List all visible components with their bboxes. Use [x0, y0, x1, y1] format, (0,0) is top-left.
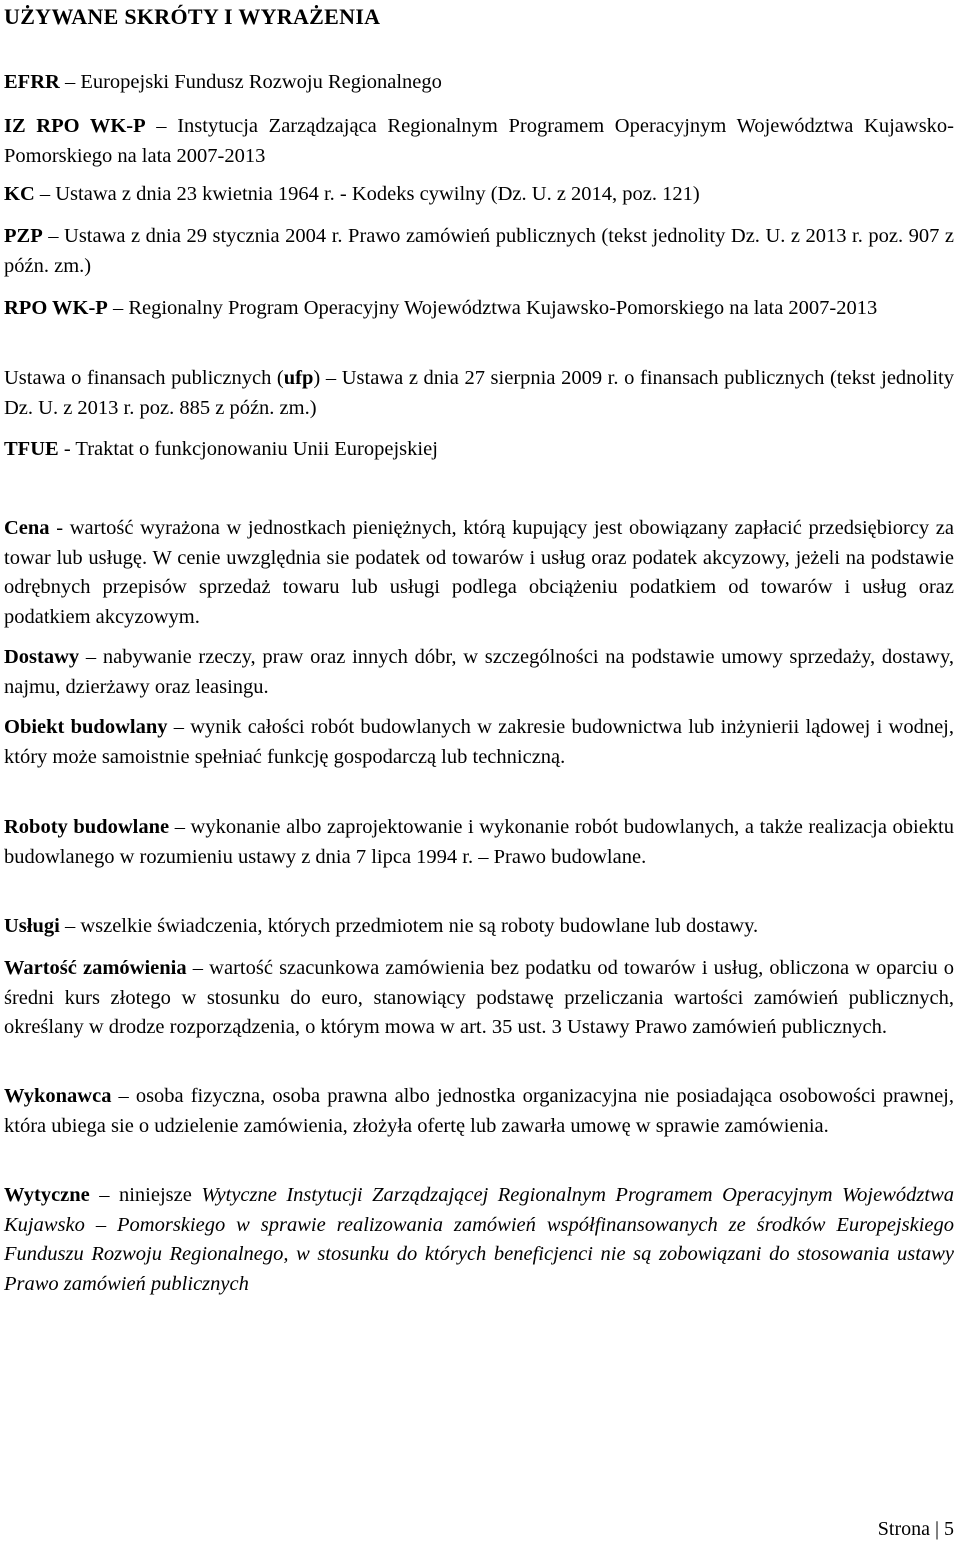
term: Usługi: [4, 915, 60, 937]
definition-text: Ustawa z dnia 23 kwietnia 1964 r. - Kodeks cywilny (Dz. U. z 2014, poz. 121): [55, 183, 700, 205]
sep: -: [49, 517, 70, 539]
sep: –: [59, 915, 81, 937]
term: RPO WK-P: [4, 297, 108, 319]
term: Wykonawca: [4, 1085, 112, 1107]
definition-text: wartość szacunkowa zamówienia bez podatku od towarów i usług, obliczona w oparciu o średni kurs złotego w stosunku do euro, stanowiący podstawę przeliczania wartości zamówień publicznych, określany w drodze rozporządzenia, o którym mowa w art. 35 ust. 3 Ustawy Prawo zamówień publicznych.: [4, 957, 954, 1038]
sep: –: [79, 646, 103, 668]
def-cena: [4, 514, 954, 632]
definition-text: Ustawa z dnia 27 sierpnia 2009 r. o finansach publicznych (tekst jednolity Dz. U. z 2013 r. poz. 885 z późn. zm.): [4, 367, 954, 419]
sep: –: [111, 1085, 136, 1107]
page-footer: [878, 1518, 954, 1541]
term: EFRR: [4, 71, 60, 93]
definition-italic-text: Wytyczne Instytucji Zarządzającej Regionalnym Programem Operacyjnym Województwa Kujawsko – Pomorskiego w sprawie realizowania zamówień współfinansowanych ze środków Europejskiego Funduszu Rozwoju Regionalnego, w stosunku do których beneficjenci nie są zobowiązani do stosowania ustawy Prawo zamówień publicznych: [4, 1184, 954, 1295]
sep: -: [58, 438, 76, 460]
def-wytyczne: [4, 1181, 954, 1299]
abbr-pzp: [4, 222, 954, 281]
term: Wytyczne: [4, 1184, 90, 1206]
sep: –: [107, 297, 129, 319]
sep: –: [167, 716, 191, 738]
sep: –: [89, 1184, 119, 1206]
abbr-ufp: [4, 364, 954, 423]
definition-text: osoba fizyczna, osoba prawna albo jednostka organizacyjna nie posiadająca osobowości prawnej, która ubiega sie o udzielenie zamówienia, złożyła ofertę lub zawarła umowę w sprawie zamówienia.: [4, 1085, 955, 1137]
prefix: Ustawa o finansach publicznych (: [4, 367, 284, 389]
sep: –: [59, 71, 81, 93]
abbr-rpo-wkp: [4, 294, 954, 324]
def-dostawy: [4, 643, 954, 702]
term: ufp: [283, 367, 314, 389]
term: PZP: [4, 225, 43, 247]
definition-text: Regionalny Program Operacyjny Województwa Kujawsko-Pomorskiego na lata 2007-2013: [128, 297, 878, 319]
definition-text: Ustawa z dnia 29 stycznia 2004 r. Prawo zamówień publicznych (tekst jednolity Dz. U. z 2013 r. poz. 907 z późn. zm.): [4, 225, 954, 277]
def-wykonawca: [4, 1082, 954, 1141]
term: Dostawy: [4, 646, 80, 668]
sep: –: [34, 183, 56, 205]
page-label: Strona: [877, 1518, 930, 1540]
def-uslugi: [4, 912, 954, 942]
term: Wartość zamówienia: [4, 957, 187, 979]
abbr-tfue: [4, 435, 954, 465]
page-title: UŻYWANE SKRÓTY I WYRAŻENIA: [4, 4, 381, 29]
definition-text: nabywanie rzeczy, praw oraz innych dóbr, w szczególności na podstawie umowy sprzedaży, dostawy, najmu, dzierżawy oraz leasingu.: [4, 646, 954, 698]
abbr-efrr: [4, 68, 954, 98]
sep: –: [186, 957, 210, 979]
sep: ) –: [313, 367, 342, 389]
abbr-iz-rpo: [4, 112, 954, 171]
term: Roboty budowlane: [4, 816, 170, 838]
term: TFUE: [4, 438, 59, 460]
definition-text: wszelkie świadczenia, których przedmiotem nie są roboty budowlane lub dostawy.: [80, 915, 759, 937]
term: KC: [4, 183, 35, 205]
definition-text: niniejsze: [118, 1184, 192, 1206]
definition-text: Traktat o funkcjonowaniu Unii Europejskiej: [75, 438, 438, 460]
definition-text: Europejski Fundusz Rozwoju Regionalnego: [80, 71, 442, 93]
sep: –: [42, 225, 65, 247]
page-separator: |: [934, 1518, 939, 1540]
definition-text: wykonanie albo zaprojektowanie i wykonanie robót budowlanych, a także realizacja obiektu budowlanego w rozumieniu ustawy z dnia 7 lipca 1994 r. – Prawo budowlane.: [4, 816, 954, 868]
abbr-kc: [4, 180, 954, 210]
definition-text: wynik całości robót budowlanych w zakresie budownictwa lub inżynierii lądowej i wodnej, który może samoistnie spełniać funkcję gospodarczą lub techniczną.: [4, 716, 954, 768]
term: Cena: [4, 517, 50, 539]
page-number: 5: [944, 1518, 954, 1540]
definition-text: Instytucja Zarządzająca Regionalnym Programem Operacyjnym Województwa Kujawsko-Pomorskiego na lata 2007-2013: [4, 115, 954, 167]
term: IZ RPO WK-P: [4, 115, 146, 137]
sep: –: [145, 115, 178, 137]
term: Obiekt budowlany: [4, 716, 168, 738]
def-wartosc-zamowienia: [4, 954, 954, 1043]
def-roboty-budowlane: [4, 813, 954, 872]
sep: –: [169, 816, 191, 838]
definition-text: wartość wyrażona w jednostkach pieniężnych, którą kupujący jest obowiązany zapłacić przedsiębiorcy za towar lub usługę. W cenie uwzględnia sie podatek od towarów i usług oraz podatek akcyzowy, jeżeli na podstawie odrębnych przepisów sprzedaż towaru lub usługi podlega obciążeniu podatkiem od towarów i usług oraz podatkiem akcyzowym.: [4, 517, 954, 628]
def-obiekt-budowlany: [4, 713, 954, 772]
